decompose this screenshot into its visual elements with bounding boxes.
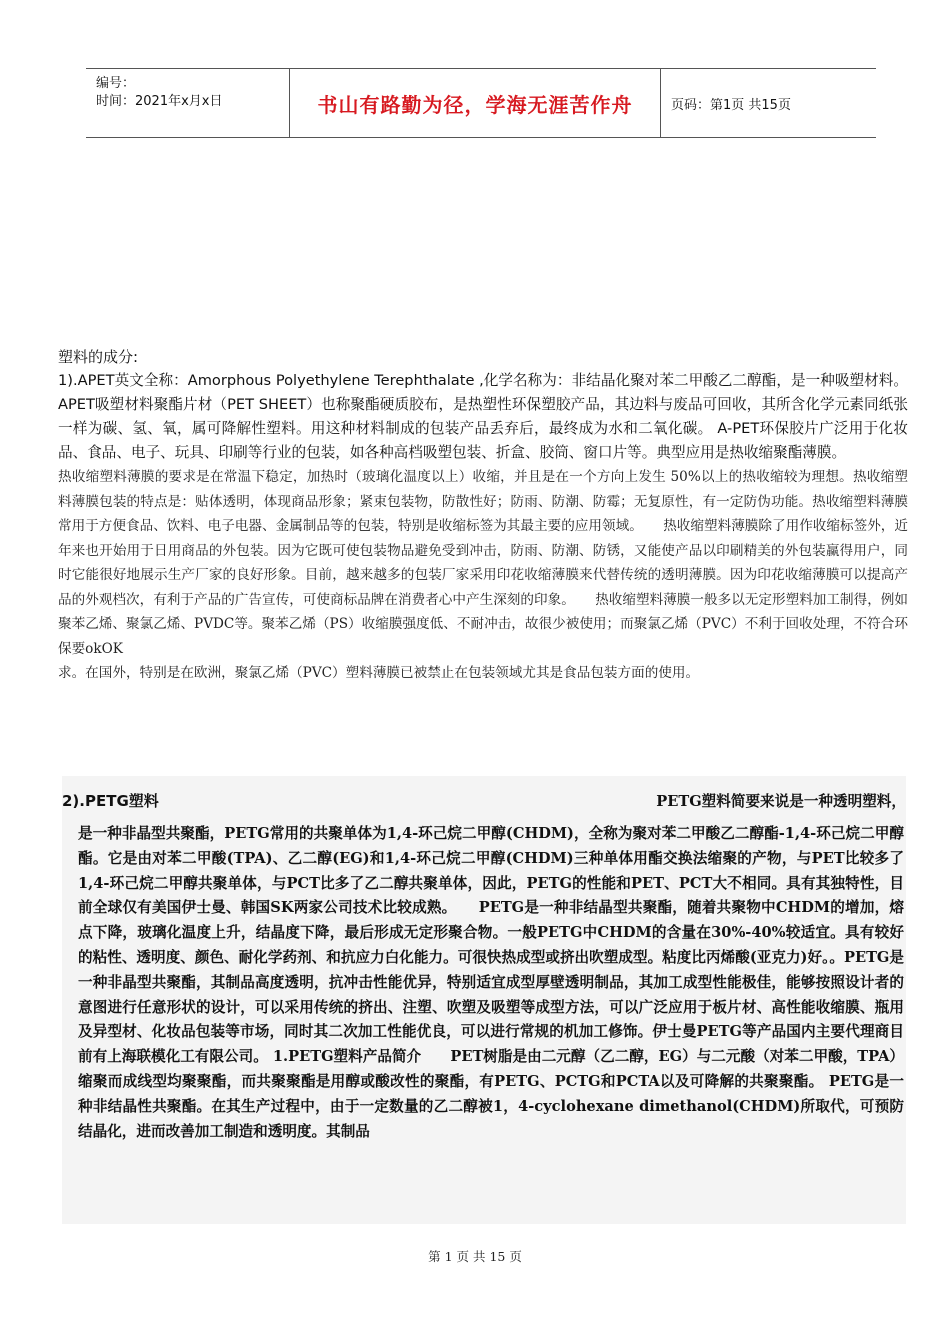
- header-page-cell: [661, 69, 876, 137]
- shrink-film-tail: 求。在国外，特别是在欧洲，聚氯乙烯（PVC）塑料薄膜已被禁止在包装领域尤其是食品包装方面的使用。: [58, 665, 700, 681]
- shrink-film-paragraph: 热收缩塑料薄膜的要求是在常温下稳定，加热时（玻璃化温度以上）收缩，并且是在一个方向上发生 50%以上的热收缩较为理想。热收缩塑料薄膜包装的特点是：贴体透明，体现商品形象；紧束包装物，防散性好；防雨、防潮、防霉；无复原性，有一定防伪功能。热收缩塑料薄膜常用于方便食品、饮料、电子电器、金属制品等的包装，特别是收缩标签为其最主要的应用领域。 热收缩塑料薄膜除了用作收缩标签外，近年来也开始用于日用商品的外包装。因为它既可使包装物品避免受到冲击，防雨、防潮、防锈，又能使产品以印刷精美的外包装赢得用户，同时它能很好地展示生产厂家的良好形象。目前，越来越多的包装厂家采用印花收缩薄膜来代替传统的透明薄膜。因为印花收缩薄膜可以提高产品的外观档次，有利于产品的广告宣传，可使商标品牌在消费者心中产生深刻的印象。 热收缩塑料薄膜一般多以无定形塑料加工制得，例如聚苯乙烯、聚氯乙烯、PVDC等。聚苯乙烯（PS）收缩膜强度低、不耐冲击，故很少被使用；而聚氯乙烯（PVC）不利于回收处理，不符合环保要okOK: [58, 469, 908, 657]
- header-motto-cell: [289, 69, 661, 137]
- page-footer: 第 1 页 共 15 页: [428, 1249, 522, 1264]
- apet-paragraph: 1).APET英文全称：Amorphous Polyethylene Terephthalate ,化学名称为：非结晶化聚对苯二甲酸乙二醇酯，是一种吸塑材料。APET吸塑材料聚酯片材（PET SHEET）也称聚酯硬质胶布，是热塑性环保塑胶产品，其边料与废品可回收，其所含化学元素同纸张一样为碳、氢、氧，属可降解性塑料。用这种材料制成的包装产品丢弃后，最终成为水和二氧化碳。 A-PET环保胶片广泛用于化妆品、食品、电子、玩具、印刷等行业的包装，如各种高档吸塑包装、折盒、胶筒、窗口片等。典型应用是热收缩聚酯薄膜。: [58, 372, 908, 461]
- petg-title-row: [62, 790, 906, 814]
- petg-body: 是一种非晶型共聚酯，PETG常用的共聚单体为1,4-环己烷二甲醇(CHDM)，全称为聚对苯二甲酸乙二醇酯-1,4-环己烷二甲醇酯。它是由对苯二甲酸(TPA)、乙二醇(EG)和1,4-环己烷二甲醇(CHDM)三种单体用酯交换法缩聚的产物，与PET比较多了1,4-环己烷二甲醇共聚单体，与PCT比多了乙二醇共聚单体，因此，PETG的性能和PET、PCT大不相同。具有其独特性，目前全球仅有美国伊士曼、韩国SK两家公司技术比较成熟。 PETG是一种非结晶型共聚酯，随着共聚物中CHDM的增加，熔点下降，玻璃化温度上升，结晶度下降，最后形成无定形聚合物。一般PETG中CHDM的含量在30%-40%较适宜。具有较好的粘性、透明度、颜色、耐化学药剂、和抗应力白化能力。可很快热成型或挤出吹塑成型。粘度比丙烯酸(亚克力)好。。PETG是一种非晶型共聚酯，其制品高度透明，抗冲击性能优异，特别适宜成型厚壁透明制品，其加工成型性能极佳，能够按照设计者的意图进行任意形状的设计，可以采用传统的挤出、注塑、吹塑及吸塑等成型方法，可以广泛应用于板片材、高性能收缩膜、瓶用及异型材、化妆品包装等市场，同时其二次加工性能优良，可以进行常规的机加工修饰。伊士曼PETG等产品国内主要代理商目前有上海联模化工有限公司。 1.PETG塑料产品简介 PET树脂是由二元醇（乙二醇，EG）与二元酸（对苯二甲酸，TPA）缩聚而成线型均聚聚酯，而共聚聚酯是用醇或酸改性的聚酯，有PETG、PCTG和PCTA以及可降解的共聚聚酯。 PETG是一种非结晶性共聚酯。在其生产过程中，由于一定数量的乙二醇被1，4-cyclohexane dimethanol(CHDM)所取代，可预防结晶化，进而改善加工制造和透明度。其制品: [78, 825, 904, 1140]
- time-label: 时间：2021年x月x日: [96, 94, 223, 109]
- section-plastic-components: [58, 345, 908, 685]
- page-label: 页码：第1页 共15页: [671, 97, 791, 113]
- document-header: [86, 68, 876, 138]
- petg-title-right: PETG塑料简要来说是一种透明塑料，: [656, 793, 906, 810]
- motto: 书山有路勤为径，学海无涯苦作舟: [317, 92, 633, 117]
- petg-title: 2).PETG塑料: [62, 792, 159, 810]
- header-meta: [86, 69, 289, 137]
- number-label: 编号：: [96, 76, 136, 91]
- section-heading: 塑料的成分:: [58, 348, 139, 366]
- section-petg: [62, 776, 906, 1224]
